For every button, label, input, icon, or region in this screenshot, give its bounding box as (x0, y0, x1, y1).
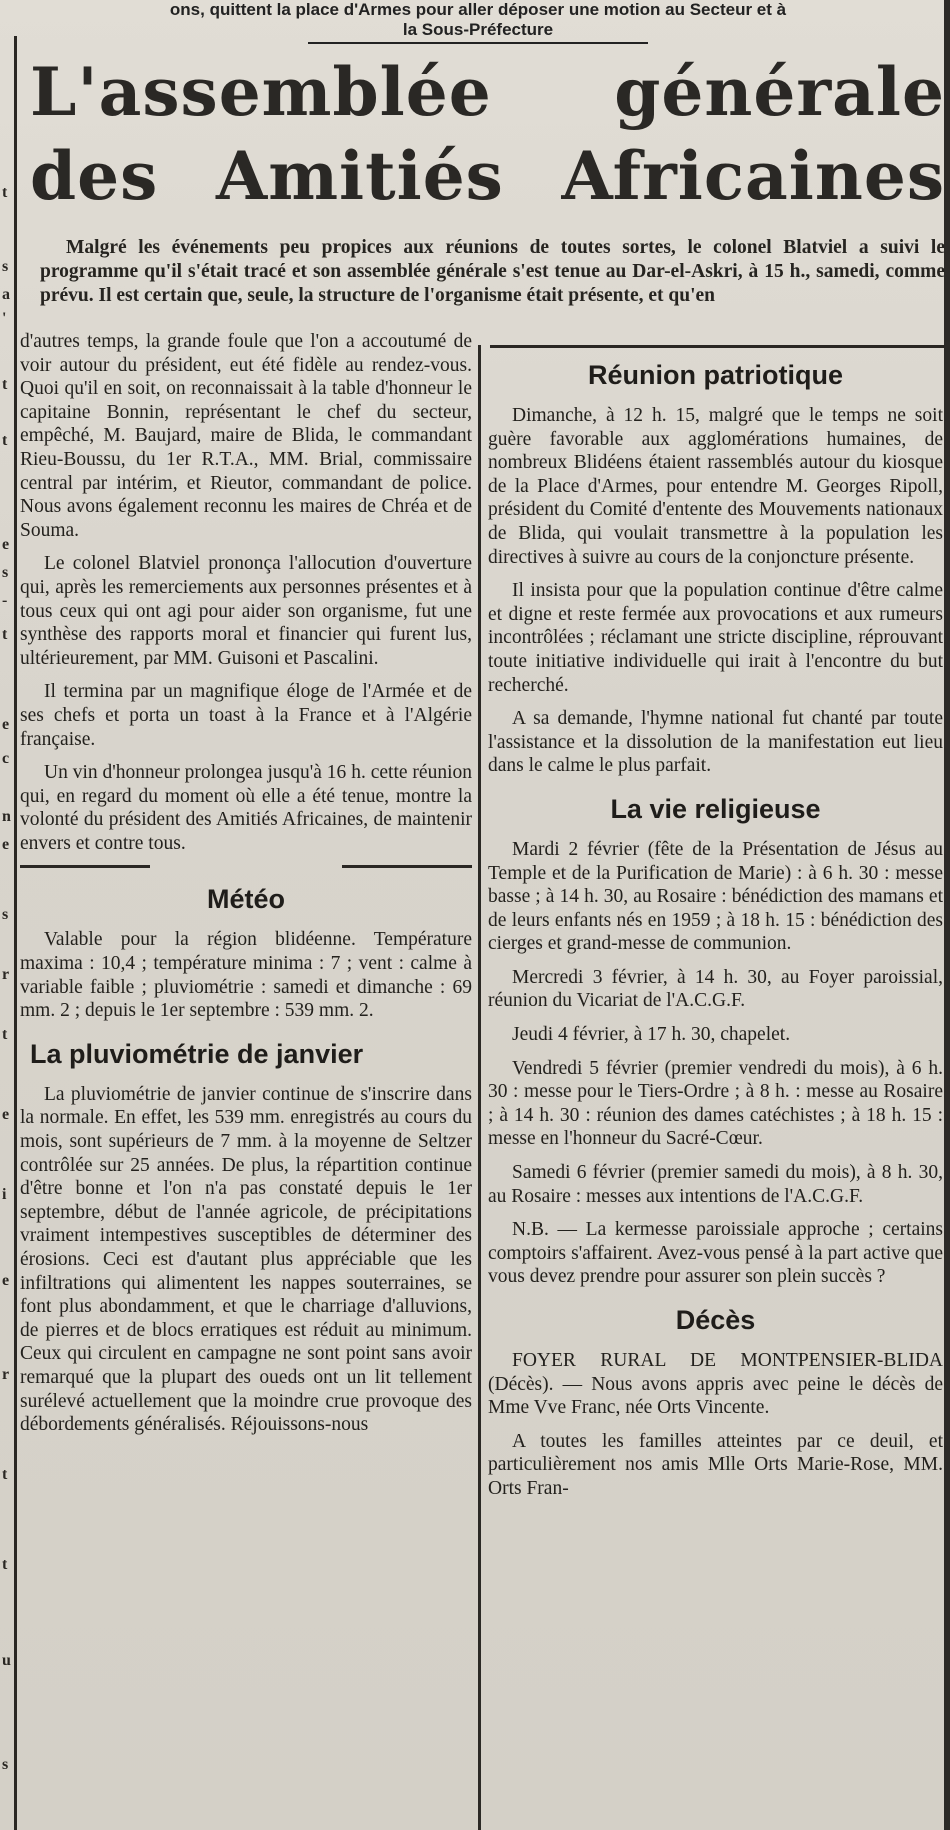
left-strip-char: a (2, 286, 10, 303)
reunion-heading: Réunion patriotique (588, 360, 843, 390)
right-column (488, 358, 943, 1511)
article-paragraph: d'autres temps, la grande foule que l'on a accoutumé de voir autour du président, eut été fidèle au rendez-vous. Quoi qu'il en soit, on reconnaissait à la table d'honneur le capitaine Bonnin, représentant le chef du secteur, empêché, M. Baujard, maire de Blida, le commandant Rieu-Boussu, du 1er R.T.A., MM. Brial, commissaire central par intérim, et Rieutor, commandant de police. Nous avons également reconnu les maires de Chréa et de Souma. (20, 331, 472, 541)
left-strip-char: t (2, 1026, 8, 1043)
article-lead-paragraph: Malgré les événements peu propices aux réunions de toutes sortes, le colonel Blatviel a suivi le programme qu'il s'était tracé et son assemblée générale s'est tenue au Dar-el-Askri, à 15 h., samedi, comme prévu. Il est certain que, seule, la structure de l'organisme était présente, et qu'en (40, 237, 945, 306)
left-column (20, 330, 472, 1447)
section-divider (20, 865, 472, 868)
left-strip-char: r (2, 966, 10, 983)
meteo-paragraph: Valable pour la région blidéenne. Température maxima : 10,4 ; température minima : 7 ; vent : calme à variable faible ; pluviométrie : samedi et dimanche : 69 mm. 2 ; depuis le 1er septembre : 539 mm. 2. (20, 929, 472, 1022)
divider (308, 42, 648, 44)
column-divider (478, 345, 481, 1830)
left-strip-char: i (2, 1186, 7, 1203)
article-paragraph: Le colonel Blatviel prononça l'allocution d'ouverture qui, après les remerciements aux personnes présentes et à tous ceux qui ont agi pour aider son organisme, fut une synthèse des rapports moral et financier qui furent lus, ultérieurement, par MM. Guisoni et Pascalini. (20, 553, 472, 669)
left-strip-char: s (2, 1756, 9, 1773)
religieuse-paragraph: Samedi 6 février (premier samedi du mois), à 8 h. 30, au Rosaire : messes aux intentions de l'A.C.G.F. (488, 1162, 943, 1207)
left-strip-char: s (2, 258, 9, 275)
left-strip-char: c (2, 750, 10, 767)
religieuse-paragraph: Jeudi 4 février, à 17 h. 30, chapelet. (512, 1024, 791, 1046)
left-strip-char: s (2, 564, 9, 581)
left-strip-char: e (2, 716, 10, 733)
article-paragraph: Un vin d'honneur prolongea jusqu'à 16 h. cette réunion qui, en regard du moment où elle a été tenue, montre la volonté du président des Amitiés Africaines, de maintenir envers et contre tous. (20, 762, 472, 854)
religieuse-paragraph: Mardi 2 février (fête de la Présentation de Jésus au Temple et de la Purification de Marie) : à 6 h. 30 : messe basse ; à 14 h. 30, au Rosaire : bénédiction des mamans et de leurs enfants nés en 1959 ; à 18 h. 15 : bénédiction des cierges et grand-messe de communion. (488, 838, 943, 955)
article-paragraph: Il termina par un magnifique éloge de l'Armée et de ses chefs et porta un toast à la France et à l'Algérie française. (20, 681, 472, 750)
left-strip-char: t (2, 432, 8, 449)
previous-article-line-2: la Sous-Préfecture (402, 20, 554, 39)
headline-line-2: des Amitiés Africaines (30, 137, 945, 215)
pluviometrie-paragraph: La pluviométrie de janvier continue de s'inscrire dans la normale. En effet, les 539 mm. enregistrés au cours du mois, sont supérieurs de 7 mm. à la moyenne de Seltzer contrôlée sur 25 années. De plus, la répartition continue d'être bonne et l'on n'a pas constaté depuis le 1er septembre, début de l'année agricole, de précipitations vraiment intempestives susceptibles de déterminer des érosions. Ceci est d'autant plus appréciable que les infiltrations qui alimentent les nappes souterraines, se font plus abondamment, et que le charriage d'alluvions, de pierres et de blocs erratiques est réduit au minimum. Ceux qui circulent en campagne ne sont point sans avoir remarqué que la plupart des oueds ont un lit tellement surélevé actuellement que la moindre crue provoque des débordements généralisés. Réjouissons-nous (20, 1083, 472, 1436)
left-strip-char: n (2, 808, 11, 825)
divider (490, 345, 945, 348)
headline-line-1: L'assemblée générale (30, 53, 945, 131)
left-strip-char: t (2, 376, 8, 393)
left-strip-char: - (2, 592, 8, 609)
reunion-paragraph: A sa demande, l'hymne national fut chanté par toute l'assistance et la dissolution de la manifestation eut lieu dans le calme le plus parfait. (488, 708, 943, 777)
article-headline (30, 50, 945, 218)
left-strip-char: r (2, 1366, 10, 1383)
left-strip-char: ' (2, 310, 7, 327)
reunion-paragraph: Il insista pour que la population continue d'être calme et digne et reste fermée aux provocations et aux rumeurs incontrôlées ; réclamant une stricte discipline, réprouvant toute initiative individuelle qui irait à l'encontre du but recherché. (488, 580, 943, 696)
left-strip-char: s (2, 906, 9, 923)
previous-article-line-1: ons, quittent la place d'Armes pour aller déposer une motion au Secteur et à (169, 0, 787, 19)
left-strip-char: t (2, 1556, 8, 1573)
vie-religieuse-heading: La vie religieuse (610, 793, 821, 824)
meteo-heading: Météo (206, 884, 285, 915)
left-column-fragment (0, 36, 17, 1830)
left-strip-char: e (2, 1106, 10, 1123)
religieuse-paragraph: Mercredi 3 février, à 14 h. 30, au Foyer paroissial, réunion du Vicariat de l'A.C.G.F. (488, 966, 943, 1012)
left-strip-char: t (2, 626, 8, 643)
previous-article-tail (18, 0, 938, 44)
left-strip-char: e (2, 536, 10, 553)
religieuse-paragraph: N.B. — La kermesse paroissiale approche ; certains comptoirs s'affairent. Avez-vous pensé à la part active que vous devez prendre pour assurer son plein succès ? (488, 1219, 943, 1288)
left-strip-char: t (2, 184, 8, 201)
left-strip-char: e (2, 1272, 10, 1289)
left-strip-char: u (2, 1652, 11, 1669)
left-strip-char: t (2, 1466, 8, 1483)
deces-heading: Décès (675, 1305, 756, 1335)
left-strip-char: e (2, 836, 10, 853)
deces-paragraph: A toutes les familles atteintes par ce deuil, et particulièrement nos amis Mlle Orts Marie-Rose, MM. Orts Fran- (488, 1430, 943, 1499)
religieuse-paragraph: Vendredi 5 février (premier vendredi du mois), à 6 h. 30 : messe pour le Tiers-Ordre ; à 8 h. : messe au Rosaire ; à 14 h. 30 : réunion des dames catéchistes ; à 18 h. 15 : messe en l'honneur du Sacré-Cœur. (488, 1057, 943, 1150)
pluviometrie-heading: La pluviométrie de janvier (30, 1038, 364, 1069)
reunion-paragraph: Dimanche, à 12 h. 15, malgré que le temps ne soit guère favorable aux agglomérations humaines, de nombreux Blidéens étaient rassemblés autour du kiosque de la Place d'Armes, pour entendre M. Georges Ripoll, président du Comité d'entente des Mouvements nationaux de Blida, qui voulait transmettre à la population les directives à suivre au cours de la conjoncture présente. (488, 405, 943, 568)
deces-paragraph: FOYER RURAL DE MONTPENSIER-BLIDA (Décès). — Nous avons appris avec peine le décès de Mme Vve Franc, née Orts Vincente. (488, 1350, 943, 1419)
